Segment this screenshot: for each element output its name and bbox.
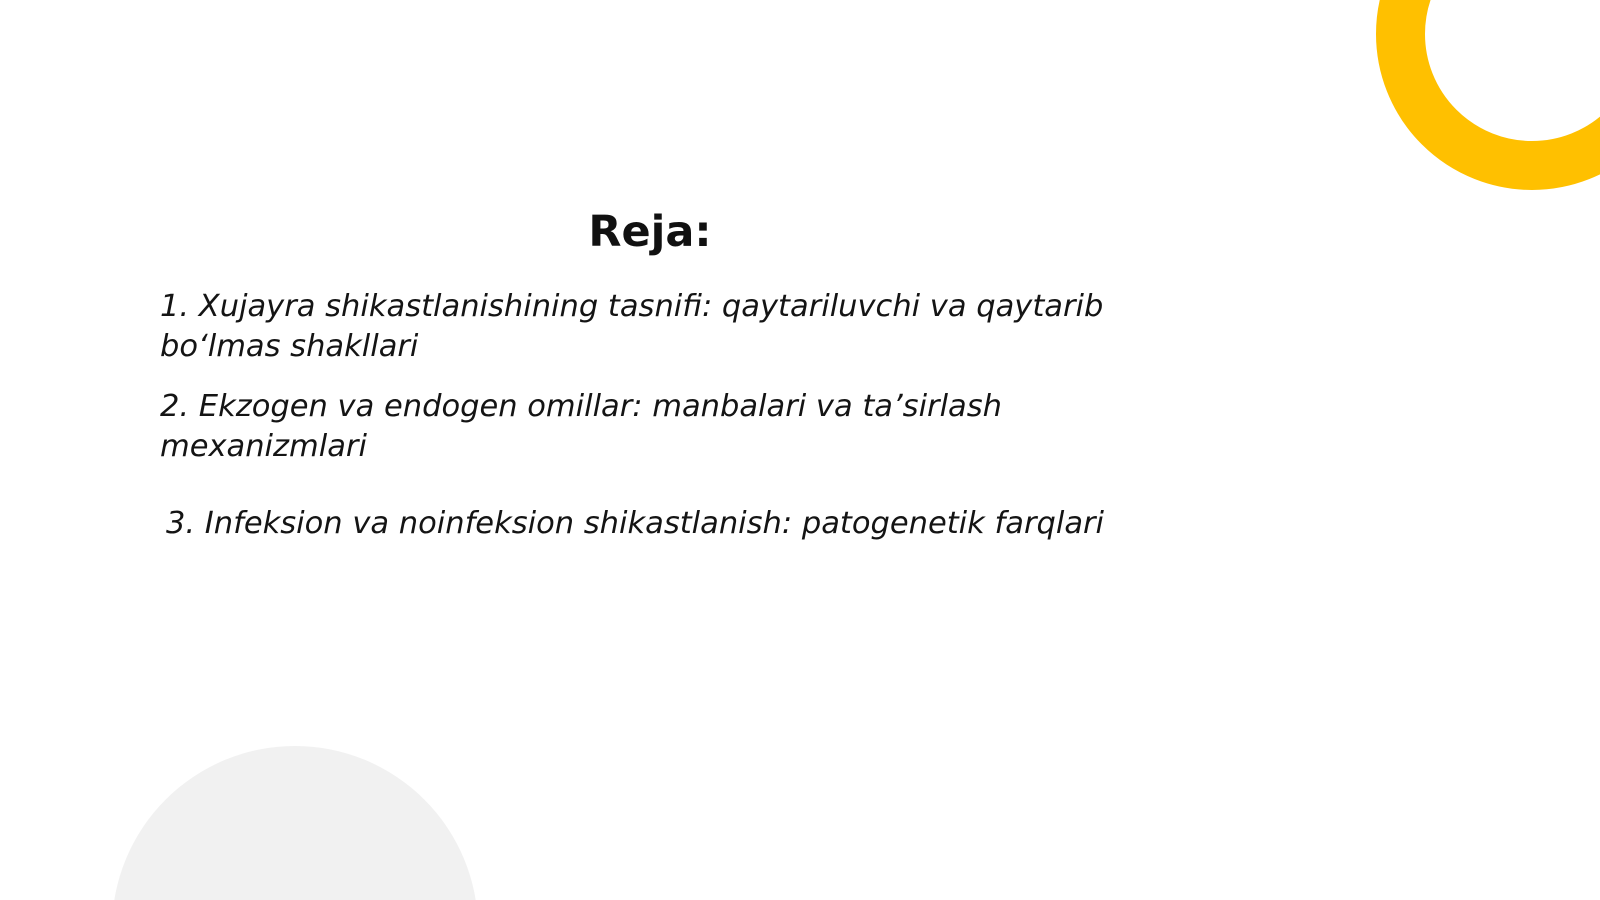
plan-item-1: 1. Xujayra shikastlanishining tasnifi: qaytariluvchi va qaytarib bo‘lmas shakllari (160, 289, 1104, 364)
plan-item-2: 2. Ekzogen va endogen omillar: manbalari va ta’sirlash mexanizmlari (160, 389, 1002, 464)
slide-title: Reja: (588, 207, 712, 257)
decorative-circle (112, 746, 478, 900)
plan-item-3: 3. Infeksion va noinfeksion shikastlanish: patogenetik farqlari (166, 506, 1105, 541)
decorative-ring (1376, 0, 1600, 190)
